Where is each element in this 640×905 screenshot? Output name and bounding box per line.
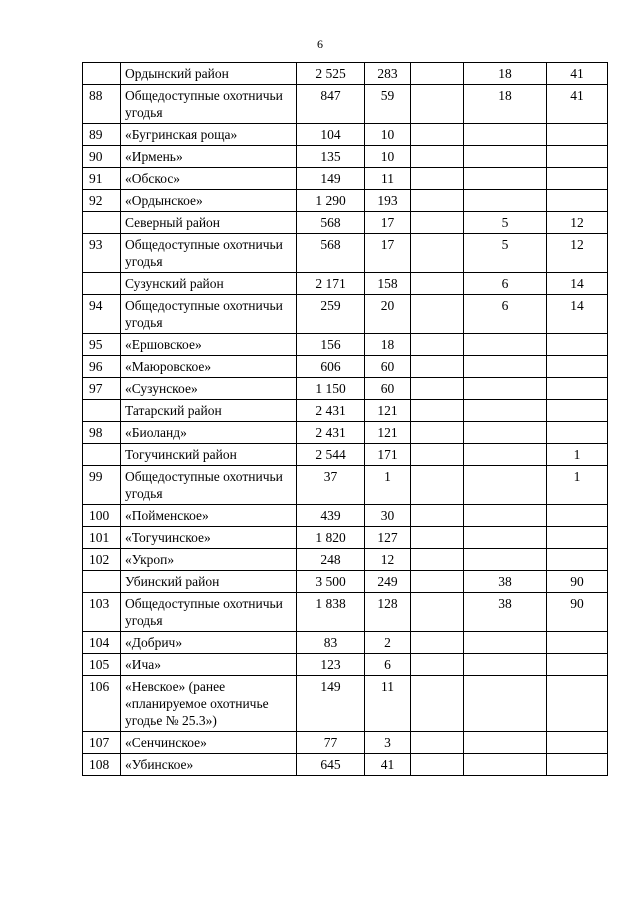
table-row xyxy=(83,63,608,85)
row-number-cell: 101 xyxy=(83,527,121,549)
table-row xyxy=(83,334,608,356)
col3-cell xyxy=(411,549,464,571)
name-cell: Татарский район xyxy=(121,400,297,422)
col5-cell xyxy=(547,334,608,356)
count-cell: 59 xyxy=(365,85,411,124)
name-cell: «Убинское» xyxy=(121,754,297,776)
name-cell: «Тогучинское» xyxy=(121,527,297,549)
table-row xyxy=(83,212,608,234)
col3-cell xyxy=(411,234,464,273)
col3-cell xyxy=(411,444,464,466)
count-cell: 20 xyxy=(365,295,411,334)
area-cell: 2 431 xyxy=(297,422,365,444)
table-row xyxy=(83,400,608,422)
col3-cell xyxy=(411,212,464,234)
col3-cell xyxy=(411,593,464,632)
name-cell: «Укроп» xyxy=(121,549,297,571)
col5-cell: 90 xyxy=(547,593,608,632)
area-cell: 149 xyxy=(297,168,365,190)
name-cell: «Сузунское» xyxy=(121,378,297,400)
name-cell: Общедоступные охотничьи угодья xyxy=(121,466,297,505)
row-number-cell: 91 xyxy=(83,168,121,190)
table-row xyxy=(83,632,608,654)
col5-cell xyxy=(547,549,608,571)
name-cell: «Ордынское» xyxy=(121,190,297,212)
col4-cell xyxy=(464,754,547,776)
col3-cell xyxy=(411,422,464,444)
count-cell: 30 xyxy=(365,505,411,527)
table-row xyxy=(83,273,608,295)
col4-cell: 5 xyxy=(464,212,547,234)
row-number-cell xyxy=(83,63,121,85)
col5-cell xyxy=(547,378,608,400)
row-number-cell: 95 xyxy=(83,334,121,356)
area-cell: 568 xyxy=(297,234,365,273)
col5-cell: 41 xyxy=(547,85,608,124)
count-cell: 60 xyxy=(365,378,411,400)
name-cell: «Ича» xyxy=(121,654,297,676)
row-number-cell xyxy=(83,571,121,593)
area-cell: 2 544 xyxy=(297,444,365,466)
name-cell: Ордынский район xyxy=(121,63,297,85)
count-cell: 193 xyxy=(365,190,411,212)
area-cell: 439 xyxy=(297,505,365,527)
col3-cell xyxy=(411,400,464,422)
hunting-grounds-table xyxy=(82,62,608,776)
col4-cell xyxy=(464,732,547,754)
area-cell: 2 525 xyxy=(297,63,365,85)
name-cell: Тогучинский район xyxy=(121,444,297,466)
count-cell: 121 xyxy=(365,422,411,444)
row-number-cell: 92 xyxy=(83,190,121,212)
row-number-cell: 93 xyxy=(83,234,121,273)
col4-cell: 38 xyxy=(464,593,547,632)
col5-cell xyxy=(547,168,608,190)
row-number-cell xyxy=(83,444,121,466)
area-cell: 156 xyxy=(297,334,365,356)
col4-cell: 6 xyxy=(464,273,547,295)
row-number-cell: 90 xyxy=(83,146,121,168)
area-cell: 3 500 xyxy=(297,571,365,593)
col4-cell xyxy=(464,190,547,212)
name-cell: «Биоланд» xyxy=(121,422,297,444)
table-row xyxy=(83,754,608,776)
table-row xyxy=(83,505,608,527)
area-cell: 645 xyxy=(297,754,365,776)
col4-cell: 6 xyxy=(464,295,547,334)
col3-cell xyxy=(411,356,464,378)
row-number-cell: 108 xyxy=(83,754,121,776)
table-row xyxy=(83,654,608,676)
count-cell: 3 xyxy=(365,732,411,754)
name-cell: «Пойменское» xyxy=(121,505,297,527)
table-row xyxy=(83,356,608,378)
row-number-cell: 94 xyxy=(83,295,121,334)
table-row xyxy=(83,444,608,466)
area-cell: 568 xyxy=(297,212,365,234)
col5-cell xyxy=(547,527,608,549)
area-cell: 259 xyxy=(297,295,365,334)
name-cell: Общедоступные охотничьи угодья xyxy=(121,295,297,334)
col5-cell: 41 xyxy=(547,63,608,85)
col4-cell xyxy=(464,505,547,527)
col3-cell xyxy=(411,273,464,295)
area-cell: 248 xyxy=(297,549,365,571)
table-row xyxy=(83,146,608,168)
area-cell: 104 xyxy=(297,124,365,146)
row-number-cell: 106 xyxy=(83,676,121,732)
col4-cell xyxy=(464,356,547,378)
count-cell: 128 xyxy=(365,593,411,632)
name-cell: «Невское» (ранее «планируемое охотничье угодье № 25.3») xyxy=(121,676,297,732)
count-cell: 171 xyxy=(365,444,411,466)
area-cell: 83 xyxy=(297,632,365,654)
area-cell: 847 xyxy=(297,85,365,124)
col3-cell xyxy=(411,85,464,124)
col4-cell xyxy=(464,378,547,400)
name-cell: «Обскос» xyxy=(121,168,297,190)
row-number-cell: 88 xyxy=(83,85,121,124)
col3-cell xyxy=(411,63,464,85)
table-row xyxy=(83,295,608,334)
name-cell: «Сенчинское» xyxy=(121,732,297,754)
col4-cell xyxy=(464,549,547,571)
name-cell: «Ирмень» xyxy=(121,146,297,168)
col5-cell xyxy=(547,676,608,732)
col4-cell xyxy=(464,466,547,505)
col5-cell xyxy=(547,190,608,212)
name-cell: Общедоступные охотничьи угодья xyxy=(121,593,297,632)
col5-cell xyxy=(547,124,608,146)
name-cell: «Бугринская роща» xyxy=(121,124,297,146)
name-cell: «Ершовское» xyxy=(121,334,297,356)
col5-cell: 90 xyxy=(547,571,608,593)
count-cell: 249 xyxy=(365,571,411,593)
col4-cell xyxy=(464,168,547,190)
table-row xyxy=(83,732,608,754)
area-cell: 1 290 xyxy=(297,190,365,212)
name-cell: Убинский район xyxy=(121,571,297,593)
col4-cell xyxy=(464,632,547,654)
table-row xyxy=(83,124,608,146)
count-cell: 18 xyxy=(365,334,411,356)
count-cell: 10 xyxy=(365,146,411,168)
col5-cell: 1 xyxy=(547,444,608,466)
col4-cell xyxy=(464,124,547,146)
col3-cell xyxy=(411,190,464,212)
col5-cell: 14 xyxy=(547,295,608,334)
table-row xyxy=(83,190,608,212)
col5-cell xyxy=(547,146,608,168)
area-cell: 1 838 xyxy=(297,593,365,632)
col5-cell xyxy=(547,400,608,422)
col5-cell xyxy=(547,356,608,378)
col4-cell xyxy=(464,334,547,356)
count-cell: 1 xyxy=(365,466,411,505)
col4-cell xyxy=(464,400,547,422)
row-number-cell: 100 xyxy=(83,505,121,527)
col4-cell: 18 xyxy=(464,63,547,85)
count-cell: 2 xyxy=(365,632,411,654)
col5-cell: 12 xyxy=(547,212,608,234)
table-row xyxy=(83,234,608,273)
row-number-cell: 103 xyxy=(83,593,121,632)
name-cell: Северный район xyxy=(121,212,297,234)
area-cell: 2 171 xyxy=(297,273,365,295)
area-cell: 606 xyxy=(297,356,365,378)
col3-cell xyxy=(411,378,464,400)
table-row xyxy=(83,527,608,549)
col5-cell xyxy=(547,632,608,654)
table-row xyxy=(83,593,608,632)
area-cell: 149 xyxy=(297,676,365,732)
name-cell: Общедоступные охотничьи угодья xyxy=(121,85,297,124)
col4-cell xyxy=(464,444,547,466)
name-cell: Общедоступные охотничьи угодья xyxy=(121,234,297,273)
row-number-cell: 99 xyxy=(83,466,121,505)
col4-cell xyxy=(464,676,547,732)
col3-cell xyxy=(411,295,464,334)
col4-cell xyxy=(464,146,547,168)
row-number-cell xyxy=(83,400,121,422)
count-cell: 12 xyxy=(365,549,411,571)
col5-cell xyxy=(547,505,608,527)
col3-cell xyxy=(411,754,464,776)
col3-cell xyxy=(411,676,464,732)
table-row xyxy=(83,168,608,190)
area-cell: 123 xyxy=(297,654,365,676)
col3-cell xyxy=(411,168,464,190)
count-cell: 127 xyxy=(365,527,411,549)
col3-cell xyxy=(411,632,464,654)
row-number-cell xyxy=(83,212,121,234)
count-cell: 283 xyxy=(365,63,411,85)
name-cell: Сузунский район xyxy=(121,273,297,295)
row-number-cell: 105 xyxy=(83,654,121,676)
count-cell: 11 xyxy=(365,168,411,190)
row-number-cell: 89 xyxy=(83,124,121,146)
row-number-cell: 97 xyxy=(83,378,121,400)
col5-cell xyxy=(547,732,608,754)
col3-cell xyxy=(411,466,464,505)
count-cell: 158 xyxy=(365,273,411,295)
area-cell: 2 431 xyxy=(297,400,365,422)
col3-cell xyxy=(411,571,464,593)
count-cell: 10 xyxy=(365,124,411,146)
count-cell: 121 xyxy=(365,400,411,422)
col5-cell xyxy=(547,754,608,776)
table-row xyxy=(83,466,608,505)
col4-cell: 18 xyxy=(464,85,547,124)
page-number: 6 xyxy=(317,37,323,51)
row-number-cell: 98 xyxy=(83,422,121,444)
col4-cell xyxy=(464,422,547,444)
table-row xyxy=(83,676,608,732)
col5-cell xyxy=(547,654,608,676)
row-number-cell: 107 xyxy=(83,732,121,754)
row-number-cell: 102 xyxy=(83,549,121,571)
col3-cell xyxy=(411,146,464,168)
name-cell: «Добрич» xyxy=(121,632,297,654)
count-cell: 17 xyxy=(365,212,411,234)
table-row xyxy=(83,378,608,400)
count-cell: 6 xyxy=(365,654,411,676)
col4-cell xyxy=(464,527,547,549)
area-cell: 135 xyxy=(297,146,365,168)
col3-cell xyxy=(411,124,464,146)
table-row xyxy=(83,422,608,444)
count-cell: 17 xyxy=(365,234,411,273)
table-row xyxy=(83,549,608,571)
area-cell: 1 150 xyxy=(297,378,365,400)
count-cell: 11 xyxy=(365,676,411,732)
col5-cell xyxy=(547,422,608,444)
col3-cell xyxy=(411,654,464,676)
col4-cell xyxy=(464,654,547,676)
count-cell: 41 xyxy=(365,754,411,776)
area-cell: 37 xyxy=(297,466,365,505)
col3-cell xyxy=(411,334,464,356)
col4-cell: 38 xyxy=(464,571,547,593)
col5-cell: 14 xyxy=(547,273,608,295)
name-cell: «Маюровское» xyxy=(121,356,297,378)
col5-cell: 1 xyxy=(547,466,608,505)
area-cell: 77 xyxy=(297,732,365,754)
col5-cell: 12 xyxy=(547,234,608,273)
col3-cell xyxy=(411,505,464,527)
col3-cell xyxy=(411,732,464,754)
area-cell: 1 820 xyxy=(297,527,365,549)
count-cell: 60 xyxy=(365,356,411,378)
row-number-cell xyxy=(83,273,121,295)
table-row xyxy=(83,571,608,593)
table-row xyxy=(83,85,608,124)
col3-cell xyxy=(411,527,464,549)
row-number-cell: 104 xyxy=(83,632,121,654)
row-number-cell: 96 xyxy=(83,356,121,378)
col4-cell: 5 xyxy=(464,234,547,273)
